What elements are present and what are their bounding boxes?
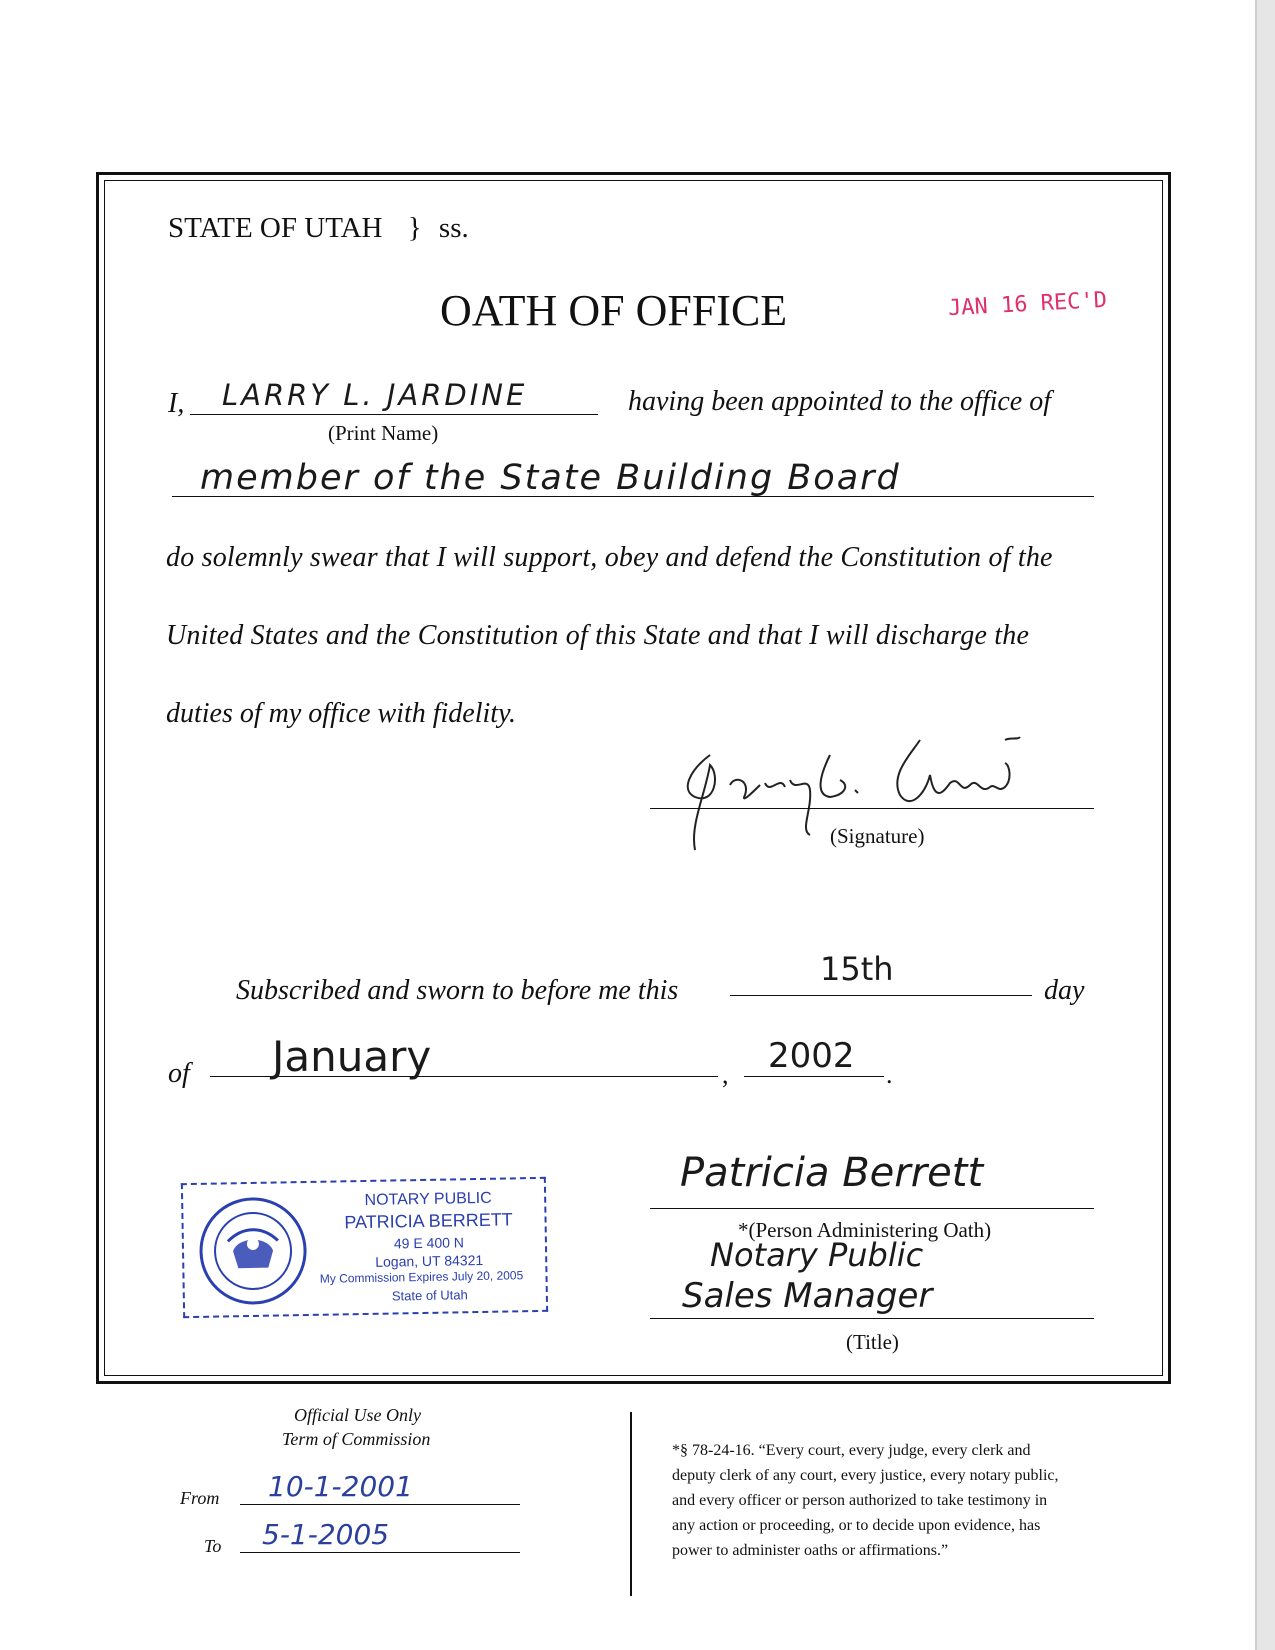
signature-line [650,808,1094,809]
office-value: member of the State Building Board [200,458,901,498]
month-value: January [272,1032,432,1081]
stamp-line-2: PATRICIA BERRETT [344,1209,513,1233]
appointed-text: having been appointed to the office of [628,386,1052,417]
printed-name: LARRY L. JARDINE [222,378,528,412]
administrator-signature: Patricia Berrett [680,1150,984,1196]
to-line [240,1552,520,1553]
footnote [672,1438,1152,1563]
stamp-line-4: Logan, UT 84321 [375,1251,484,1270]
print-name-label: (Print Name) [328,421,439,445]
page-edge-line [1255,0,1257,1650]
period: . [886,1060,893,1089]
comma: , [722,1060,729,1089]
to-value: 5-1-2005 [262,1518,390,1551]
state-label: STATE OF UTAH [168,212,383,244]
footnote-line-4: any action or proceeding, or to decide upon evidence, has [672,1517,1041,1534]
name-line [190,414,598,415]
title-line [650,1318,1094,1319]
footnote-line-5: power to administer oaths or affirmations.” [672,1542,949,1559]
page-edge [1257,0,1275,1650]
ss-label: ss. [438,212,469,244]
page-title: OATH OF OFFICE [440,286,788,335]
of-label: of [168,1058,190,1089]
state-seal [197,1195,309,1307]
footnote-line-3: and every officer or person authorized to take testimony in [672,1492,1048,1509]
oath-line-2: United States and the Constitution of this State and that I will discharge the [166,620,1030,651]
administrator-label: *(Person Administering Oath) [738,1218,992,1242]
title-value-2: Sales Manager [682,1276,933,1316]
divider [630,1412,632,1596]
stamp-line-3: 49 E 400 N [393,1234,465,1252]
title-label: (Title) [846,1330,899,1354]
term-heading: Term of Commission [282,1429,431,1449]
stamp-line-6: State of Utah [391,1287,468,1304]
footnote-line-2: deputy clerk of any court, every justice, every notary public, [672,1467,1059,1484]
from-label: From [180,1488,220,1508]
day-line [730,995,1032,996]
to-label: To [204,1536,222,1556]
footnote-line-1: *§ 78-24-16. “Every court, every judge, every clerk and [672,1442,1031,1459]
state-heading [168,212,469,245]
brace: } [407,212,422,244]
stamp-line-5: My Commission Expires July 20, 2005 [319,1268,524,1286]
notary-stamp [181,1177,548,1318]
oath-line-3: duties of my office with fidelity. [166,698,516,729]
day-value: 15th [820,950,894,988]
year-line [744,1076,884,1077]
stamp-line-1: NOTARY PUBLIC [364,1189,492,1209]
year-value: 2002 [768,1036,855,1076]
administrator-line [650,1208,1094,1209]
from-line [240,1504,520,1505]
sworn-text: Subscribed and sworn to before me this [236,975,679,1006]
signature-label: (Signature) [830,824,925,848]
received-stamp: JAN 16 REC'D [947,287,1108,322]
i-prefix: I, [168,388,185,419]
official-use-heading: Official Use Only [294,1405,421,1425]
oath-line-1: do solemnly swear that I will support, obey and defend the Constitution of the [166,542,1053,573]
title-value-1: Notary Public [710,1236,924,1274]
day-label: day [1044,975,1085,1006]
from-value: 10-1-2001 [268,1470,413,1503]
